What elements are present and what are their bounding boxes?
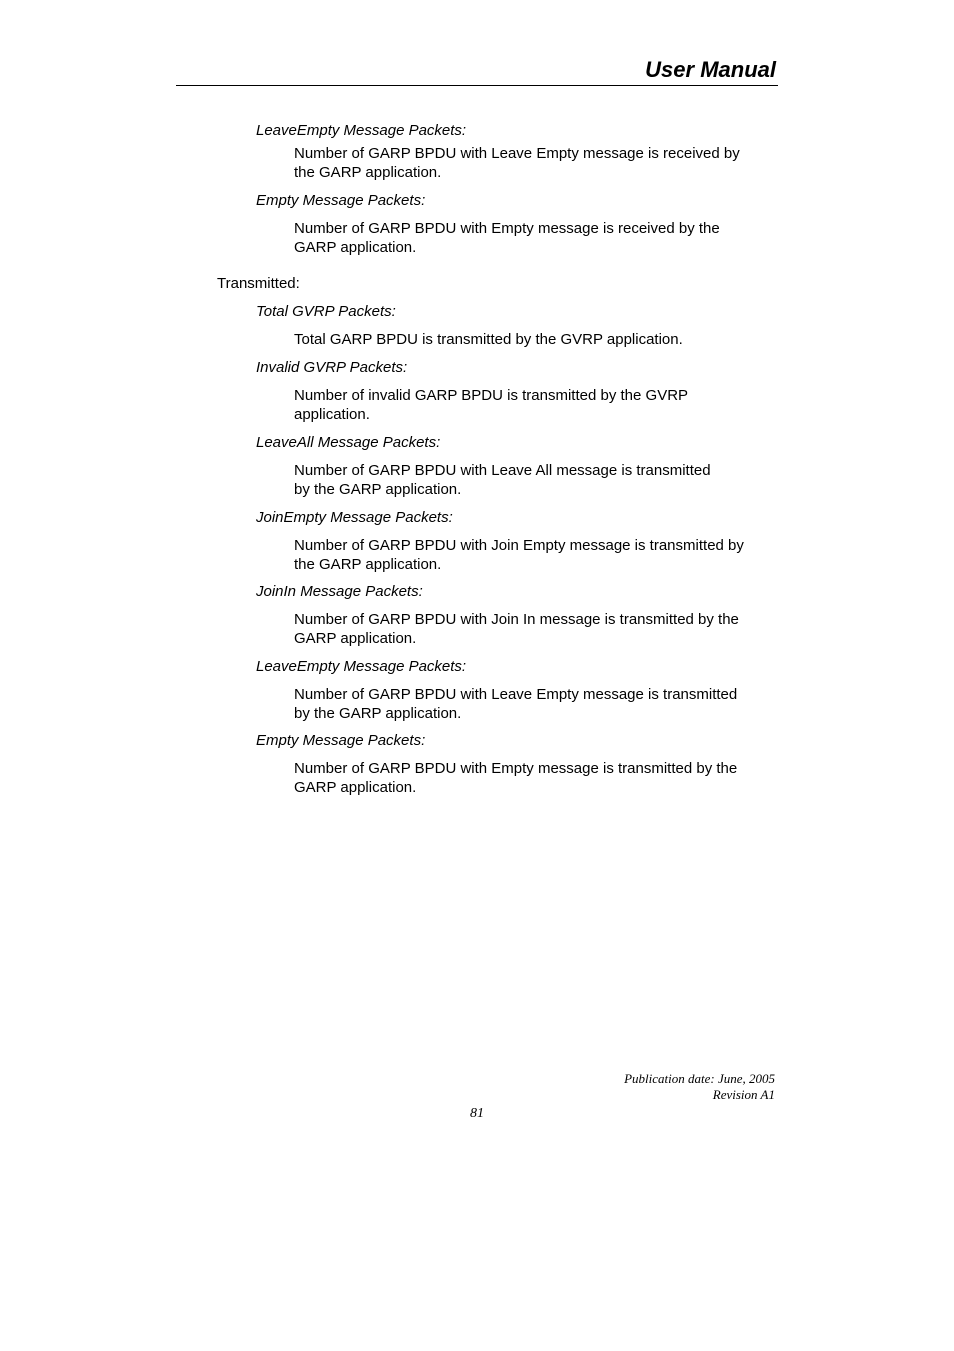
desc-line: Number of GARP BPDU with Leave Empty message is transmitted (294, 686, 738, 703)
desc-line: Number of GARP BPDU with Leave All message is transmitted (294, 462, 711, 479)
desc-line: application. (294, 405, 370, 423)
term-joinempty: JoinEmpty Message Packets: (256, 509, 453, 526)
desc-line: by the GARP application. (294, 704, 462, 722)
desc-joinin (294, 611, 778, 648)
desc-invalid-gvrp (294, 387, 778, 424)
desc-line: Number of GARP BPDU with Join Empty message is transmitted by (294, 537, 744, 554)
term-leaveall: LeaveAll Message Packets: (256, 434, 441, 451)
term-total-gvrp: Total GVRP Packets: (256, 303, 396, 320)
desc-line: Number of GARP BPDU with Join In message is transmitted by the (294, 611, 739, 628)
desc-line: GARP application. (294, 629, 417, 647)
desc-leaveall (294, 462, 778, 499)
desc-line: the GARP application. (294, 555, 442, 573)
publication-date: Publication date: June, 2005 (624, 1071, 775, 1086)
desc-total-gvrp (294, 331, 778, 350)
desc-line: Number of GARP BPDU with Leave Empty message is received by (294, 145, 740, 162)
term-empty-received: Empty Message Packets: (256, 192, 426, 209)
desc-joinempty (294, 537, 778, 574)
term-leaveempty-received: LeaveEmpty Message Packets: (256, 122, 467, 139)
section-heading-transmitted: Transmitted: (217, 275, 300, 292)
desc-line: by the GARP application. (294, 480, 462, 498)
term-joinin: JoinIn Message Packets: (256, 583, 423, 600)
desc-leaveempty-transmitted (294, 686, 778, 723)
desc-line: Number of invalid GARP BPDU is transmitted by the GVRP (294, 387, 689, 404)
desc-line: Number of GARP BPDU with Empty message is transmitted by the (294, 760, 738, 777)
header-title: User Manual (645, 57, 776, 82)
desc-empty-received (294, 220, 778, 257)
desc-line: the GARP application. (294, 163, 442, 181)
desc-line: GARP application. (294, 778, 417, 796)
desc-leaveempty-received (294, 145, 778, 182)
term-leaveempty-transmitted: LeaveEmpty Message Packets: (256, 658, 467, 675)
page-number: 81 (470, 1106, 484, 1121)
term-invalid-gvrp: Invalid GVRP Packets: (256, 359, 408, 376)
desc-empty-transmitted (294, 760, 778, 797)
desc-line: Total GARP BPDU is transmitted by the GVRP application. (294, 331, 683, 348)
revision: Revision A1 (712, 1087, 775, 1102)
desc-line: Number of GARP BPDU with Empty message is received by the (294, 220, 720, 237)
term-empty-transmitted: Empty Message Packets: (256, 732, 426, 749)
header-rule (176, 85, 778, 86)
desc-line: GARP application. (294, 238, 417, 256)
